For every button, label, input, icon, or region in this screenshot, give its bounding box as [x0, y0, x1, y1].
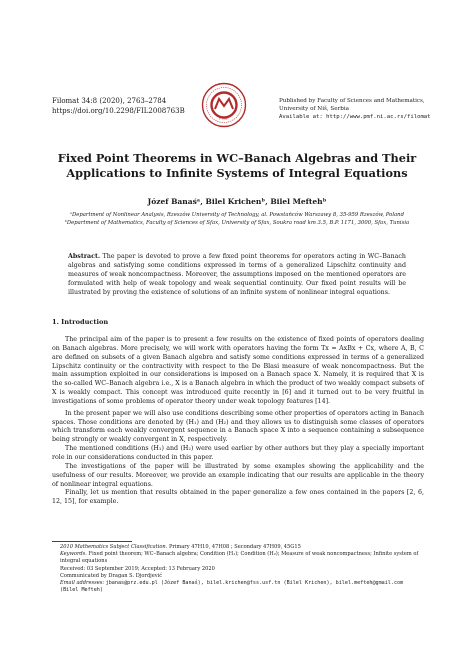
email-footnote [52, 580, 424, 594]
keywords-footnote [52, 551, 424, 565]
logo-lettering: PMF [219, 115, 229, 121]
faculty-logo [201, 82, 247, 128]
paragraph-1: The principal aim of the paper is to present a few results on the existence of fixed points of operators dealing on Banach algebras. More precisely, we will work with operators having the form Tx = AxBx + Cx, where A, B, C are defined on subsets of a given Banach algebra and satisfy some conditions expressed in terms of a generalized Lipschitz continuity or the contractivity with respect to the De Blasi measure of weak noncompactness. But the main assumption exploited in our considerations is imposed on a Banach space X. Namely, it is required that X is the so-called WC–Banach algebra i.e., X is a Banach algebra in which the product of two weakly compact subsets of X is weakly compact. This concept was introduced quite recently in [6] and it turned out to be very fruitful in investigations of some problems of operator theory under weak topology features [14]. [52, 336, 424, 405]
doi-link[interactable]: https://doi.org/10.2298/FIL2008763B [52, 106, 185, 115]
affiliation-b: ᵇDepartment of Mathematics, Faculty of Sciences of Sfax, University of Sfax, Soukra road km 3.5, B.P. 1171, 3000, Sfax, Tunisia [64, 219, 410, 226]
email-label: Email addresses: [60, 580, 105, 587]
abstract-label: Abstract. [68, 253, 101, 260]
paragraph-5: Finally, let us mention that results obtained in the paper generalize a few ones contained in the papers [2, 6, 12, 15], for example. [52, 489, 424, 506]
abstract-text: The paper is devoted to prove a few fixed point theorems for operators acting in WC–Banach algebras and satisfying some conditions expressed in terms of a generalized Lipschitz continuity and measures of weak noncompactness. Moreover, the assumptions imposed on the mentioned operators are formulated with help of weak topology and weak sequential continuity. Our fixed point results will be illustrated by proving the existence of solutions of an infinite system of nonlinear integral equations. [68, 253, 406, 296]
affiliation-a: ᵃDepartment of Nonlinear Analysis, Rzeszów University of Technology, al. Powstańców Warszawy 8, 35-959 Rzeszów, Poland [70, 212, 404, 218]
citation-line-1: Filomat 34:8 (2020), 2763–2784 [52, 97, 167, 105]
section-heading: 1. Introduction [52, 318, 109, 326]
publisher-line-1: Published by Faculty of Sciences and Mathematics, [279, 98, 425, 104]
paper-title: Fixed Point Theorems in WC–Banach Algebras and Their Applications to Infinite Systems of Integral Equations [57, 151, 417, 180]
keywords-label: Keywords. [60, 551, 87, 558]
abstract [68, 253, 406, 298]
footnotes [52, 544, 424, 594]
paragraph-2: In the present paper we will also use conditions describing some other properties of operators acting in Banach spaces. Those conditions are denoted by (H₁) and (H₂) and they allows us to distinguish some classes of operators which transform each weakly convergent sequence in a Banach space X into a sequence containing a subsequence being strongly or weakly convergent in X, respectively. [52, 409, 424, 444]
publisher-url[interactable]: Available at: http://www.pmf.ni.ac.rs/filomat [279, 114, 431, 121]
paragraph-3: The mentioned conditions (H₁) and (H₂) were used earlier by other authors but they play a specially important role in our considerations conducted in this paper. [52, 445, 424, 461]
email-addresses[interactable]: jbanas@prz.edu.pl (Józef Banaś), bilel.krichen@fss.usf.tn (Bilel Krichen), bilel.mefteh@gmail.com (Bilel Mefteh) [60, 580, 404, 594]
msc-label: 2010 Mathematics Subject Classification. [60, 544, 168, 550]
affiliations [0, 212, 474, 228]
footnote-rule [52, 541, 132, 542]
keywords-text: Fixed point theorem; WC–Banach algebra; Condition (H₁); Condition (H₂); Measure of weak noncompactness; Infinite system of integral equations [60, 551, 419, 565]
paragraph-4: The investigations of the paper will be illustrated by some examples showing the applicability and the usefulness of our results. Moreover, we provide an example indicating that our results are applicable in the theory of nonlinear integral equations. [52, 462, 424, 488]
publisher-line-2: University of Niš, Serbia [279, 106, 349, 113]
journal-citation [52, 97, 185, 116]
body-text [52, 336, 424, 507]
author-list: Józef Banaśᵃ, Bilel Krichenᵇ, Bilel Meftehᵇ [147, 197, 327, 206]
publisher-info [279, 97, 431, 121]
msc-codes: Primary 47H10, 47H08 ; Secondary 47H09, 45G15 [168, 544, 301, 550]
communicated-by: Communicated by Dragan S. Djordjević [60, 572, 163, 579]
received-date: Received: 03 September 2019; Accepted: 13 February 2020 [60, 565, 215, 572]
